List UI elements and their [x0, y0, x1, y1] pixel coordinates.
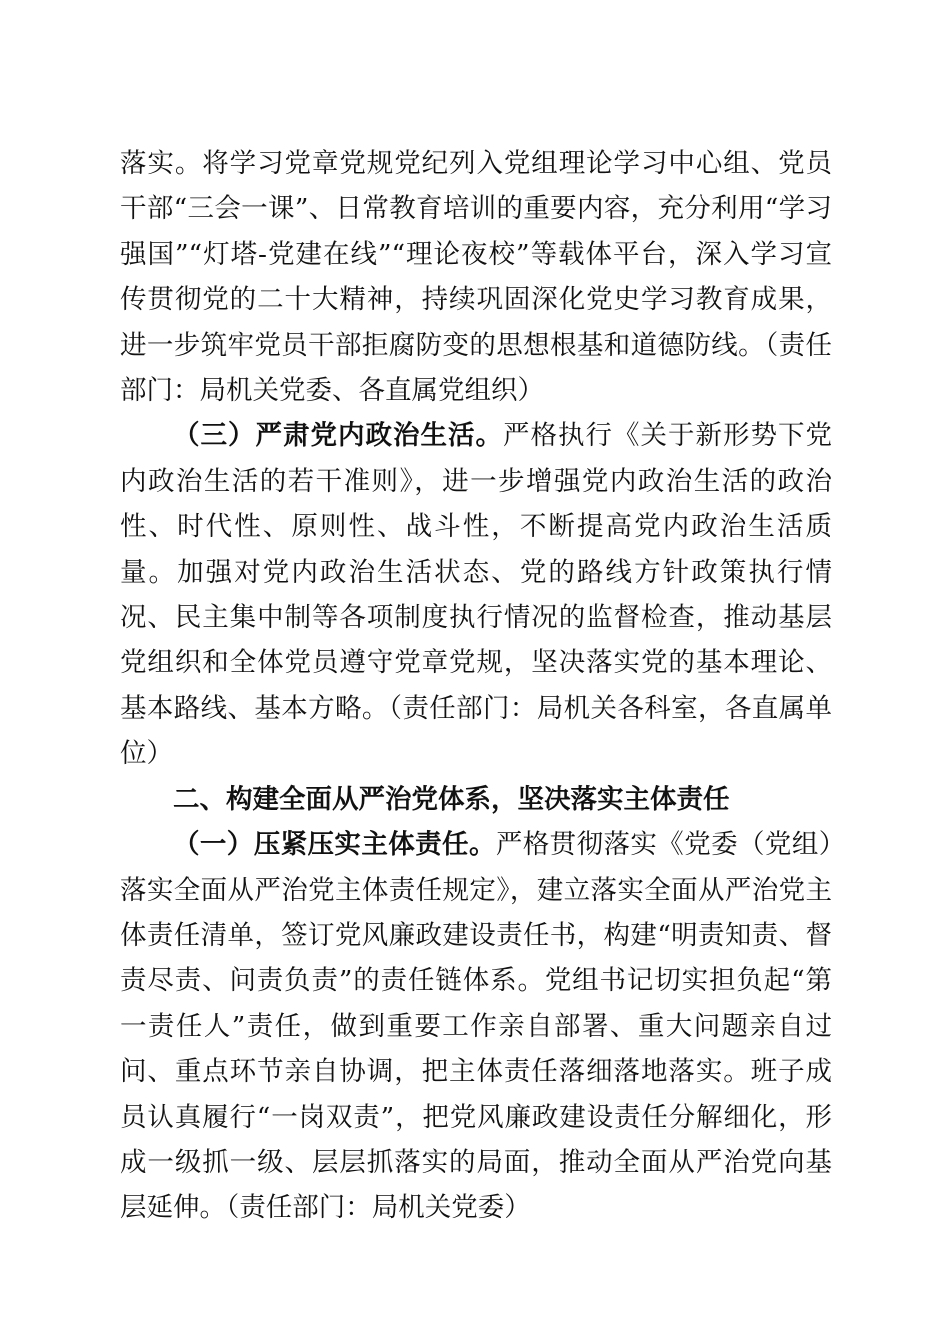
section-lead: （三）严肃党内政治生活。 [173, 420, 503, 452]
section-lead: （一）压紧压实主体责任。 [173, 829, 496, 861]
paragraph-continuation: 落实。将学习党章党规党纪列入党组理论学习中心组、党员干部“三会一课”、日常教育培训的重要内容，充分利用“学习强国”“灯塔-党建在线”“理论夜校”等载体平台，深入学习宣传贯彻党的二十大精神，持续巩固深化党史学习教育成果，进一步筑牢党员干部拒腐防变的思想根基和道德防线。（责任部门：局机关党委、各直属党组织） [120, 148, 832, 407]
section-body: 严格执行《关于新形势下党内政治生活的若干准则》，进一步增强党内政治生活的政治性、时代性、原则性、战斗性，不断提高党内政治生活质量。加强对党内政治生活状态、党的路线方针政策执行情况、民主集中制等各项制度执行情况的监督检查，推动基层党组织和全体党员遵守党章党规，坚决落实党的基本理论、基本路线、基本方略。（责任部门：局机关各科室，各直属单位） [120, 420, 832, 770]
paragraph-section-1 [120, 822, 832, 1231]
document-page [120, 141, 832, 1231]
section-body: 严格贯彻落实《党委（党组）落实全面从严治党主体责任规定》，建立落实全面从严治党主体责任清单，签订党风廉政建设责任书，构建“明责知责、督责尽责、问责负责”的责任链体系。党组书记切实担负起“第一责任人”责任，做到重要工作亲自部署、重大问题亲自过问、重点环节亲自协调，把主体责任落细落地落实。班子成员认真履行“一岗双责”，把党风廉政建设责任分解细化，形成一级抓一级、层层抓落实的局面，推动全面从严治党向基层延伸。（责任部门：局机关党委） [120, 829, 832, 1224]
paragraph-section-3 [120, 413, 832, 776]
section-heading: 二、构建全面从严治党体系，坚决落实主体责任 [173, 783, 730, 815]
